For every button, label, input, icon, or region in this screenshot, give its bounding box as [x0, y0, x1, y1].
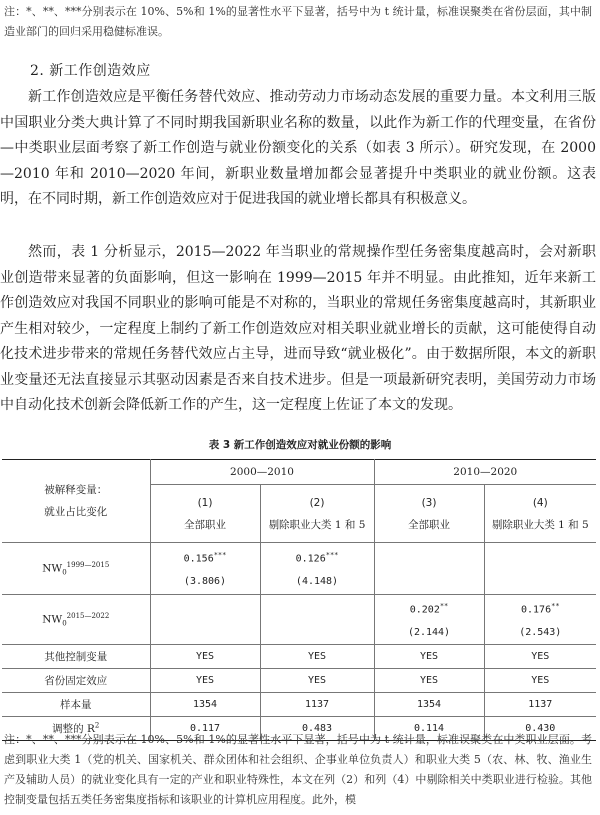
empty-cell: [374, 543, 484, 595]
table-caption: 表 3 新工作创造效应对就业份额的影响: [208, 439, 392, 451]
table-cell: YES: [260, 645, 374, 669]
table-cell: YES: [374, 645, 484, 669]
row-label-nw-1999-2015: [2, 543, 150, 595]
table-cell: YES: [484, 645, 596, 669]
row-label: 其他控制变量: [2, 645, 150, 669]
row-label: 调整的 R: [52, 723, 95, 735]
significance-stars: **: [551, 602, 560, 611]
coef-cell: [260, 543, 374, 595]
period-header-2000-2010: 2000—2010: [150, 460, 374, 485]
column-label: 剔除职业大类 1 和 5: [491, 518, 589, 531]
variable-name: NW: [42, 562, 63, 575]
body-paragraph-1: 新工作创造效应是平衡任务替代效应、推动劳动力市场动态发展的重要力量。本文利用三版中国职业分类大典计算了不同时期我国新职业名称的数量，以此作为新工作的代理变量，在省份—中类职业层面考察了新工作创造与就业份额变化的关系（如表 3 所示）。研究发现，在 2000—2010 年和 2010—2020 年间，新职业数量增加都会显著提升中类职业的就业份额。这表明，在不同时期，新工作创造效应对于促进我国的就业增长都具有积极意义。: [0, 89, 596, 207]
empty-cell: [484, 543, 596, 595]
table-row-fixed-effects: [2, 669, 596, 693]
coef-cell: [484, 595, 596, 645]
column-header-4: [484, 485, 596, 543]
variable-superscript: 2015—2022: [66, 611, 110, 620]
table-row-nw-1999-2015: [2, 543, 596, 595]
table-cell: YES: [484, 669, 596, 693]
t-statistic: (2.144): [407, 626, 451, 638]
variable-superscript: 1999—2015: [66, 560, 110, 569]
table-cell: 1354: [150, 693, 260, 717]
column-number: (3): [421, 496, 437, 509]
table-cell: 0.114: [374, 717, 484, 741]
table-cell: 0.483: [260, 717, 374, 741]
empty-cell: [150, 595, 260, 645]
table-row-controls: [2, 645, 596, 669]
table-cell: YES: [374, 669, 484, 693]
table-cell: 1137: [484, 693, 596, 717]
variable-subscript: 0: [62, 619, 67, 628]
dependent-variable-label: 被解释变量：: [44, 484, 108, 496]
t-statistic: (2.543): [519, 626, 562, 638]
coef-cell: [374, 595, 484, 645]
section-heading: 2. 新工作创造效应: [30, 63, 151, 79]
period-header-2010-2020: 2010—2020: [374, 460, 596, 485]
column-header-2: [260, 485, 374, 543]
table-cell: 0.117: [150, 717, 260, 741]
dependent-variable-cell: [2, 460, 150, 543]
column-label: 剔除职业大类 1 和 5: [268, 518, 366, 531]
table-cell: 1354: [374, 693, 484, 717]
table-note-top: 注：*、**、***分别表示在 10%、5%和 1%的显著性水平下显著，括号中为 t 统计量，标准误聚类在省份层面，其中制造业部门的回归采用稳健标准误。: [4, 5, 592, 38]
column-label: 全部职业: [184, 518, 226, 531]
table-cell: YES: [150, 645, 260, 669]
empty-cell: [260, 595, 374, 645]
variable-name: NW: [42, 613, 63, 626]
table-cell: YES: [150, 669, 260, 693]
row-label: 省份固定效应: [2, 669, 150, 693]
significance-stars: ***: [213, 551, 227, 560]
coefficient-value: 0.126: [295, 553, 326, 565]
table-row-nw-2015-2022: [2, 595, 596, 645]
table-cell: 0.430: [484, 717, 596, 741]
coefficient-value: 0.202: [409, 604, 440, 616]
t-statistic: (3.806): [183, 575, 227, 587]
t-statistic: (4.148): [295, 575, 339, 587]
row-label: 样本量: [2, 693, 150, 717]
r2-superscript: 2: [94, 721, 100, 730]
column-number: (4): [532, 496, 548, 509]
table-cell: YES: [260, 669, 374, 693]
variable-subscript: 0: [62, 568, 67, 577]
column-number: (1): [197, 496, 213, 509]
column-header-1: [150, 485, 260, 543]
dependent-variable-name: 就业占比变化: [44, 506, 108, 518]
column-number: (2): [309, 496, 325, 509]
table-row-sample-size: [2, 693, 596, 717]
coefficient-value: 0.176: [521, 604, 552, 616]
column-label: 全部职业: [408, 518, 451, 531]
significance-stars: ***: [325, 551, 339, 560]
body-paragraph-2: 然而，表 1 分析显示，2015—2022 年当职业的常规操作型任务密集度越高时，会对新职业创造带来显著的负面影响，但这一影响在 1999—2015 年并不明显。由此推知，近年来新工作创造效应对我国不同职业的影响可能是不对称的，当职业的常规任务密集度越高时，其新职业产生相对较少，一定程度上制约了新工作创造效应对相关职业就业增长的贡献，这可能使得自动化技术进步带来的常规任务替代效应占主导，进而导致“就业极化”。由于数据所限，本文的新职业变量还无法直接显示其驱动因素是否来自技术进步。但是一项最新研究表明，美国劳动力市场中自动化技术创新会降低新工作的产生，这一定程度上佐证了本文的发现。: [0, 244, 596, 413]
coef-cell: [150, 543, 260, 595]
table-cell: 1137: [260, 693, 374, 717]
row-label-nw-2015-2022: [2, 595, 150, 645]
significance-stars: **: [439, 602, 449, 611]
column-header-3: [374, 485, 484, 543]
table-note-bottom: 注：*、**、***分别表示在 10%、5%和 1%的显著性水平下显著，括号中为 t 统计量，标准误聚类在中类职业层面。考虑到职业大类 1（党的机关、国家机关、群众团体和社会组织、企事业单位负责人）和职业大类 5（农、林、牧、渔业生产及辅助人员）的就业变化具有一定的产业和职业特殊性，本文在列（2）和列（4）中剔除相关中类职业进行检验。其他控制变量包括五类任务密集度指标和该职业的计算机应用程度。此外，模: [4, 733, 592, 806]
regression-table: [2, 459, 596, 741]
coefficient-value: 0.156: [183, 553, 214, 565]
